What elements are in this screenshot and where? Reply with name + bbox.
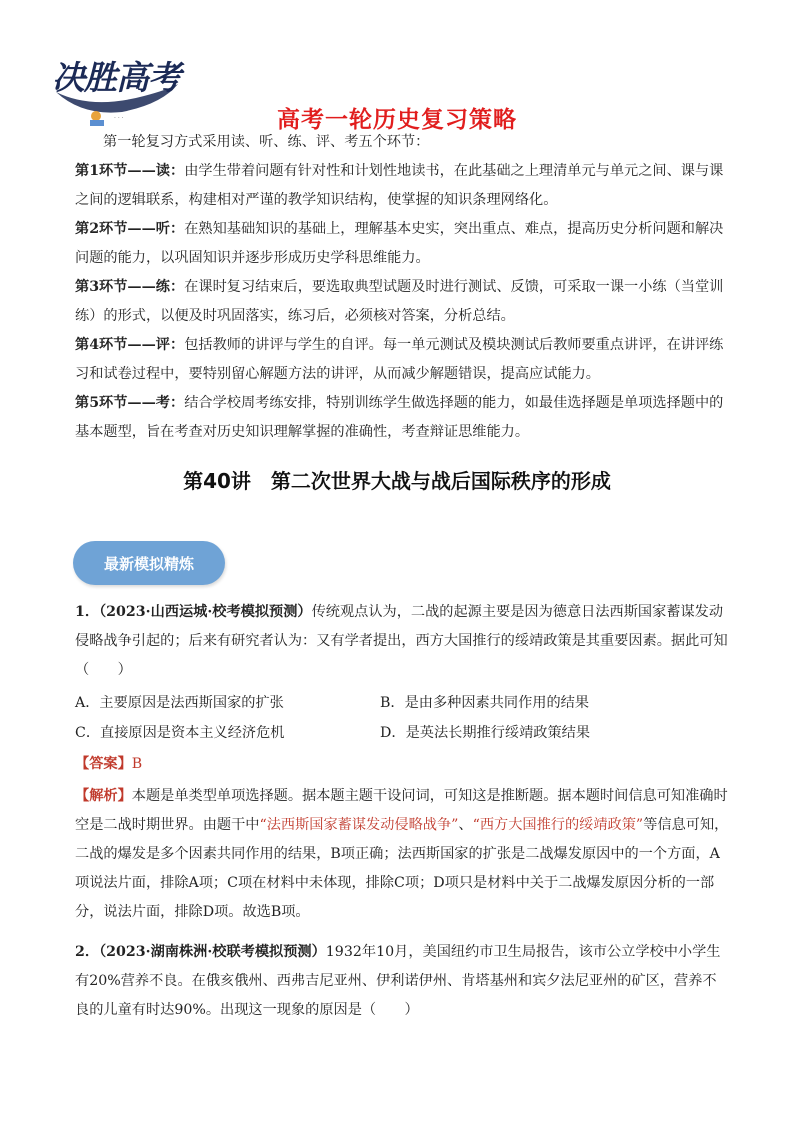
analysis-sep: 、: [458, 817, 473, 833]
question-stem: 传统观点认为，二战的起源主要是因为德意日法西斯国家蓄谋发动侵略战争引起的；后来有研究者认为：又有学者提出，西方大国推行的绥靖政策是其重要因素。据此可知（ ）: [75, 604, 728, 678]
question-1-options: [75, 688, 730, 748]
analysis-quote-1: “法西斯国家蓄谋发动侵略战争”: [259, 817, 459, 833]
step-text: 结合学校周考练安排，特别训练学生做选择题的能力，如最佳选择题是单项选择题中的基本题型，旨在考查对历史知识理解掌握的准确性，考查辩证思维能力。: [75, 395, 724, 440]
option-d[interactable]: D．是英法长期推行绥靖政策结果: [380, 725, 591, 741]
step-text: 由学生带着问题有针对性和计划性地读书，在此基础之上理清单元与单元之间、课与课之间的逻辑联系，构建相对严谨的教学知识结构，使掌握的知识条理网络化。: [75, 163, 724, 208]
intro-text: 第一轮复习方式采用读、听、练、评、考五个环节：: [103, 134, 430, 150]
step-4: [75, 331, 730, 389]
step-text: 包括教师的讲评与学生的自评。每一单元测试及模块测试后教师要重点讲评，在讲评练习和试卷过程中，要特别留心解题方法的讲评，从而减少解题错误，提高应试能力。: [75, 337, 724, 382]
step-label: 第2环节——听：: [75, 221, 185, 237]
option-a[interactable]: A．主要原因是法西斯国家的扩张: [75, 695, 284, 711]
answer-label: 【答案】: [75, 756, 132, 772]
analysis-text-1: 本题是单类型单项选择题。据本题主题干设问词，可知这是推断题。据本题时间信息可知准确时空是二战时期世界。由题干中: [75, 788, 728, 833]
question-2: [75, 938, 730, 1025]
question-stem: 1932年10月，美国纽约市卫生局报告，该市公立学校中小学生有20%营养不良。在俄亥俄州、西弗吉尼亚州、伊利诺伊州、肯塔基州和宾夕法尼亚州的矿区，营养不良的儿童有时达90%。出现这一现象的原因是（ ）: [75, 944, 721, 1018]
analysis-quote-2: “西方大国推行的绥靖政策”: [472, 817, 644, 833]
question-number: 2．: [75, 944, 100, 960]
analysis-text-2: 等信息可知，二战的爆发是多个因素共同作用的结果，B项正确；法西斯国家的扩张是二战爆发原因中的一个方面，A项说法片面，排除A项；C项在材料中未体现，排除C项；D项只是材料中关于二战爆发原因分析的一部分，说法片面，排除D项。故选B项。: [75, 817, 729, 920]
step-label: 第1环节——读：: [75, 163, 185, 179]
step-label: 第5环节——考：: [75, 395, 185, 411]
analysis-label: 【解析】: [75, 788, 132, 804]
question-number: 1．: [75, 604, 100, 620]
logo-text: 决胜高考: [52, 58, 180, 97]
step-5: [75, 389, 730, 447]
section-badge: 最新模拟精炼: [73, 541, 225, 585]
answer-value: B: [131, 756, 143, 772]
page-title: 高考一轮历史复习策略: [277, 107, 517, 133]
question-source: （2023·湖南株洲·校联考模拟预测）: [99, 944, 326, 960]
step-text: 在课时复习结束后，要选取典型试题及时进行测试、反馈，可采取一课一小练（当堂训练）的形式，以便及时巩固落实，练习后，必须核对答案，分析总结。: [75, 279, 724, 324]
question-source: （2023·山西运城·校考模拟预测）: [99, 604, 312, 620]
step-3: [75, 273, 730, 331]
question-1: [75, 598, 730, 685]
step-2: [75, 215, 730, 273]
lecture-title: 第40讲 第二次世界大战与战后国际秩序的形成: [183, 469, 611, 493]
step-text: 在熟知基础知识的基础上，理解基本史实，突出重点、难点，提高历史分析问题和解决问题的能力，以巩固知识并逐步形成历史学科思维能力。: [75, 221, 724, 266]
step-label: 第3环节——练：: [75, 279, 185, 295]
option-c[interactable]: C．直接原因是资本主义经济危机: [75, 725, 285, 741]
svg-text:· · ·: · · ·: [114, 115, 124, 122]
step-1: [75, 157, 730, 215]
option-b[interactable]: B．是由多种因素共同作用的结果: [380, 695, 590, 711]
step-label: 第4环节——评：: [75, 337, 185, 353]
analysis: [75, 782, 730, 927]
answer-line: [75, 750, 730, 779]
